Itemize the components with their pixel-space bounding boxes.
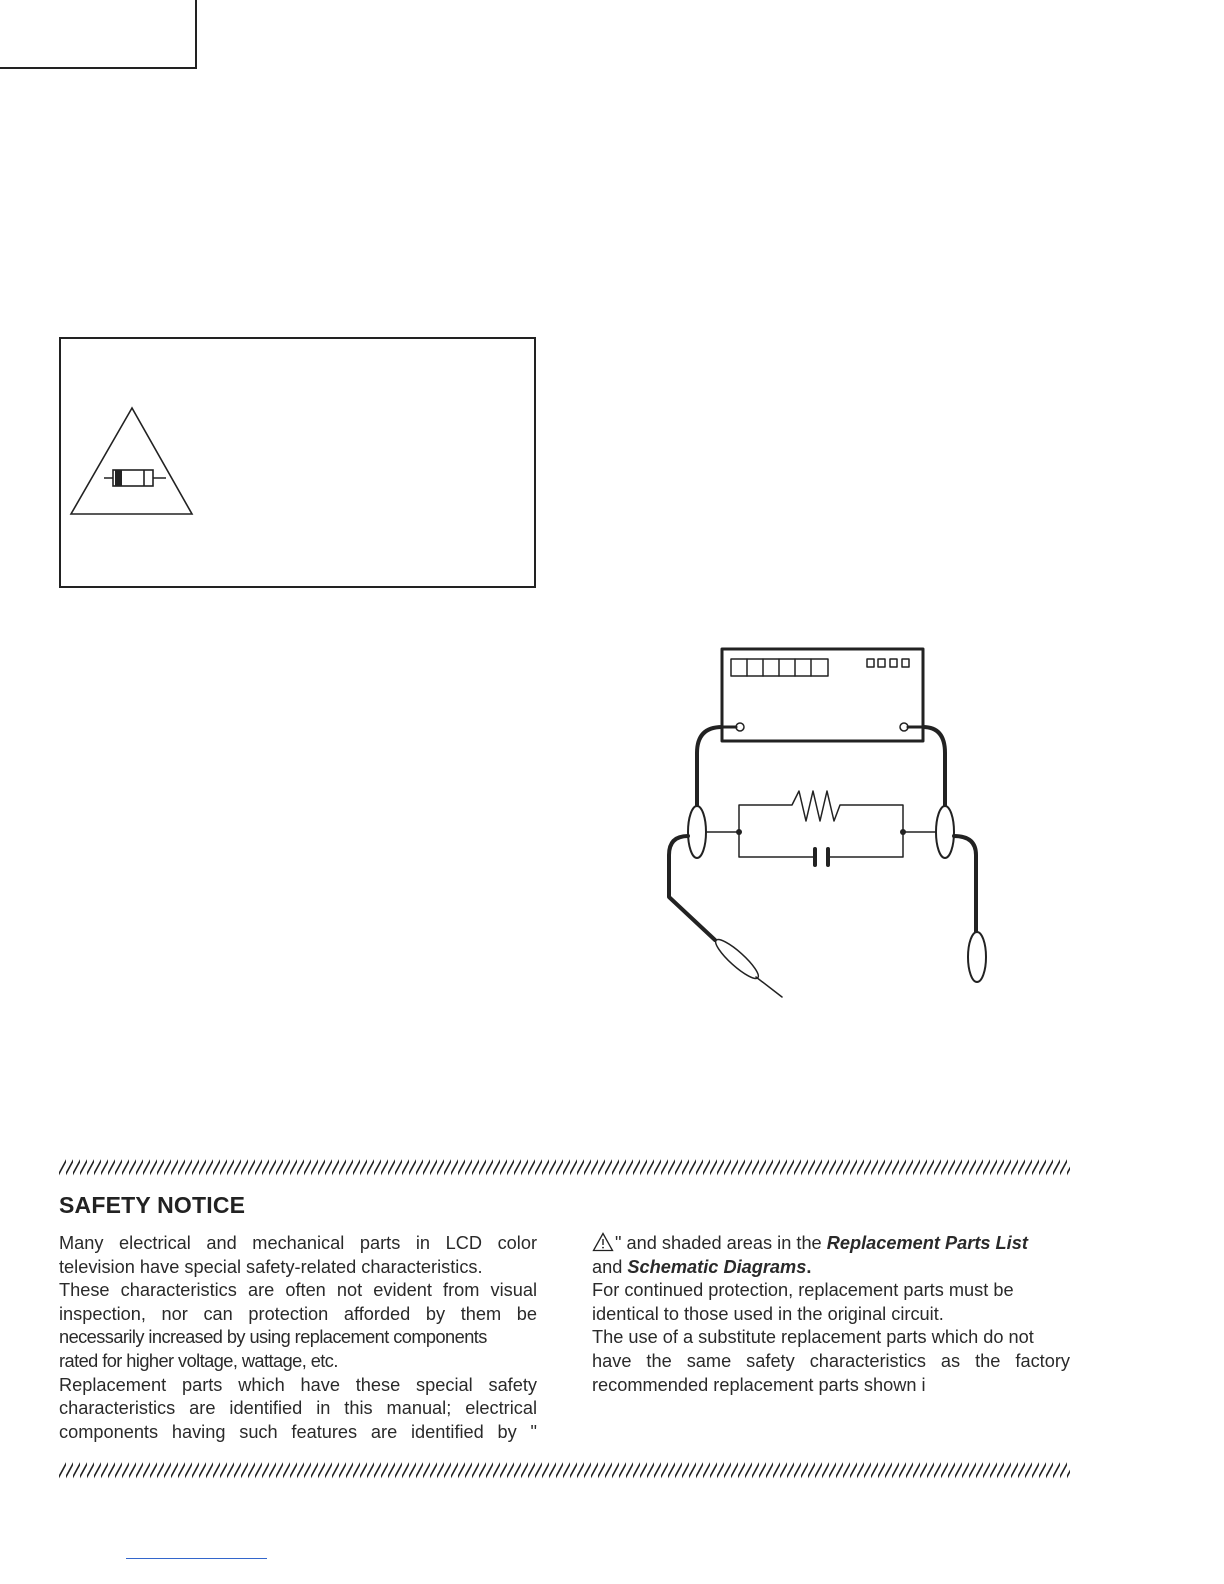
leakage-current-test-circuit: [660, 645, 1000, 1005]
right-line-2-prefix: and: [592, 1256, 628, 1277]
left-line-1: Many electrical and mechanical parts in LCD color: [59, 1233, 537, 1253]
right-line-2-suffix: .: [806, 1256, 812, 1277]
left-line-9: components having such features are identified by ": [59, 1421, 537, 1442]
safety-notice-left-column: [59, 1232, 537, 1444]
warning-triangle-icon: [592, 1232, 614, 1252]
right-line-4: identical to those used in the original circuit.: [592, 1303, 944, 1324]
left-line-2: television have special safety-related characteristics.: [59, 1256, 483, 1277]
right-line-5: The use of a substitute replacement parts which do not: [592, 1327, 1034, 1348]
left-line-7: Replacement parts which have these special safety: [59, 1374, 537, 1395]
right-line-1-prefix: " and shaded areas in the: [615, 1233, 827, 1253]
left-line-5: necessarily increased by using replacement components: [59, 1327, 487, 1348]
right-line-3: For continued protection, replacement parts must be: [592, 1280, 1014, 1301]
fuse-warning-triangle-icon: [68, 405, 196, 519]
footer-link-underline[interactable]: [126, 1558, 267, 1559]
header-corner-box: [0, 0, 197, 69]
right-line-6: have the same safety characteristics as the factory: [592, 1350, 1070, 1371]
left-line-3: These characteristics are often not evident from visual: [59, 1280, 537, 1301]
right-line-2: [592, 1256, 1070, 1280]
replacement-parts-list-emphasis: Replacement Parts List: [826, 1233, 1028, 1253]
right-line-1: [592, 1232, 1070, 1256]
safety-notice-heading: SAFETY NOTICE: [59, 1192, 246, 1218]
safety-notice-right-column: [592, 1232, 1070, 1397]
left-line-6: rated for higher voltage, wattage, etc.: [59, 1350, 338, 1371]
hatched-rule-top: [59, 1159, 1070, 1181]
left-line-4: inspection, nor can protection afforded by them be: [59, 1303, 537, 1324]
hatched-rule-bottom: [59, 1462, 1070, 1484]
schematic-diagrams-emphasis: Schematic Diagrams: [627, 1256, 807, 1277]
left-line-8: characteristics are identified in this manual; electrical: [59, 1398, 537, 1419]
right-line-7: recommended replacement parts shown i: [592, 1374, 926, 1395]
